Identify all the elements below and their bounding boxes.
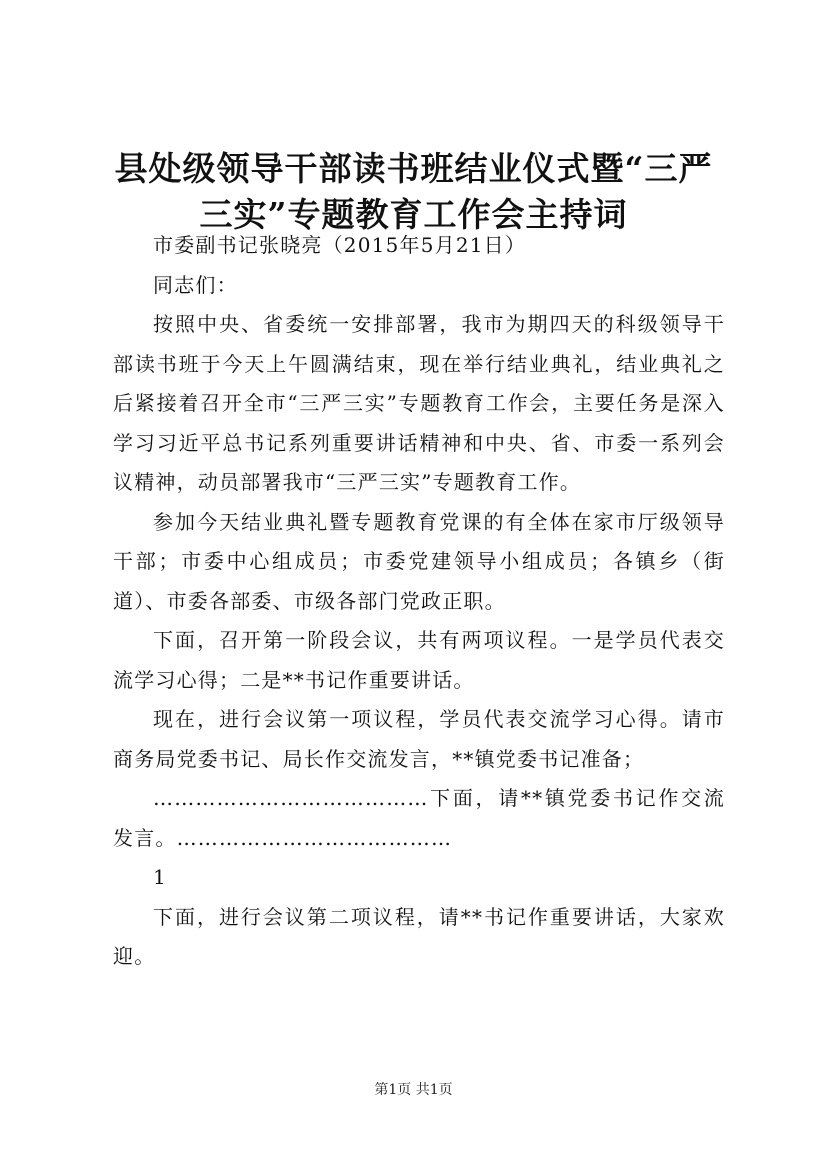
paragraph: 参加今天结业典礼暨专题教育党课的有全体在家市厅级领导干部；市委中心组成员；市委党建领导小组成员；各镇乡（街道）、市委各部委、市级各部门党政正职。 bbox=[113, 509, 725, 613]
paragraph: 下面，进行会议第二项议程，请**书记作重要讲话，大家欢迎。 bbox=[113, 904, 725, 968]
paragraph: 下面，召开第一阶段会议，共有两项议程。一是学员代表交流学习心得；二是**书记作重要讲话。 bbox=[113, 628, 725, 692]
paragraph: 按照中央、省委统一安排部署，我市为期四天的科级领导干部读书班于今天上午圆满结束，现在举行结业典礼，结业典礼之后紧接着召开全市“三严三实”专题教育工作会，主要任务是深入学习习近平总书记系列重要讲话精神和中央、省、市委一系列会议精神，动员部署我市“三严三实”专题教育工作。 bbox=[113, 312, 725, 494]
document-title: 县处级领导干部读书班结业仪式暨“三严三实”专题教育工作会主持词 bbox=[114, 149, 713, 234]
salutation: 同志们： bbox=[153, 272, 238, 297]
paragraph: …………………………………下面，请**镇党委书记作交流发言。………………………………… bbox=[113, 786, 725, 850]
paragraph: 现在，进行会议第一项议程，学员代表交流学习心得。请市商务局党委书记、局长作交流发言，**镇党委书记准备； bbox=[113, 707, 725, 771]
page-number-footer: 第1页 共1页 bbox=[374, 1082, 453, 1098]
document-body bbox=[113, 226, 725, 977]
paragraph-number: 1 bbox=[153, 865, 167, 889]
speaker-line: 市委副书记张晓亮（2015年5月21日） bbox=[153, 233, 527, 257]
